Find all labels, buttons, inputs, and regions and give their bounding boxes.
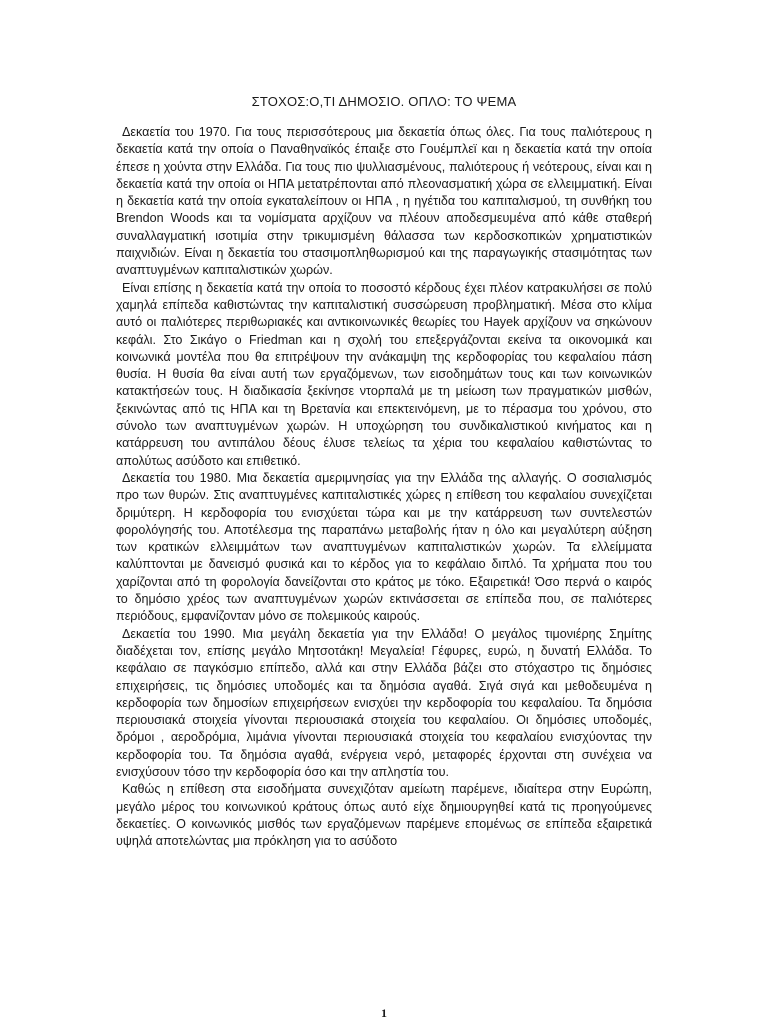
paragraph-1970s: Δεκαετία του 1970. Για τους περισσότερους μια δεκαετία όπως όλες. Για τους παλιότερους η δεκαετία κατά την οποία ο Παναθηναϊκός έπαιξε στο Γουέμπλεϊ και η δεκαετία κατά την οποία έπεσε η χούντα στην Ελλάδα. Για τους πιο ψυλλιασμένους, παλιότερους ή νεότερους, είναι και η δεκαετία κατά την οποία οι ΗΠΑ μετατρέπονται από πλεονασματική χώρα σε ελλειμματική. Είναι η δεκαετία κατά την οποία εγκαταλείπουν οι ΗΠΑ , η ηγέτιδα του καπιταλισμού, τη συνθήκη του Brendon Woods και τα νομίσματα αρχίζουν να πλέουν αποδεσμευμένα από κάθε σταθερή συναλλαγματική ισοτιμία στην τρικυμισμένη θάλασσα των κερδοσκοπικών χρηματιστικών παιχνιδιών. Είναι η δεκαετία του στασιμοπληθωρισμού και της παραγωγικής στασιμότητας των αναπτυγμένων καπιταλιστικών χωρών. <box>116 125 652 278</box>
paragraph-1980s: Δεκαετία του 1980. Μια δεκαετία αμεριμνησίας για την Ελλάδα της αλλαγής. Ο σοσιαλισμός προ των θυρών. Στις αναπτυγμένες καπιταλιστικές χώρες η επίθεση του κεφαλαίου συνεχίζεται δριμύτερη. Η κερδοφορία του ενισχύεται τώρα και με την κατάρρευση των συντελεστών φορολόγησής του. Αποτέλεσμα της παραπάνω μεταβολής ήταν η όλο και μεγαλύτερη αύξηση των κρατικών ελλειμμάτων των αναπτυγμένων καπιταλιστικών χωρών. Τα ελλείμματα καλύπτονται με δανεισμό φυσικά και το κέρδος για το κεφάλαιο διπλό. Τα χρήματα που του χαρίζονται από τη φορολογία δανείζονται στο κράτος με τόκο. Εξαιρετικά! Όσο περνά ο καιρός το δημόσιο χρέος των αναπτυγμένων χωρών εκτινάσσεται σε επίπεδα που, σε παλιότερες περιόδους, εμφανίζονταν μόνο σε πολεμικούς καιρούς. <box>116 470 652 624</box>
page-number: 1 <box>381 1006 387 1020</box>
paragraph-social-state: Καθώς η επίθεση στα εισοδήματα συνεχιζόταν αμείωτη παρέμενε, ιδιαίτερα στην Ευρώπη, μεγάλο μέρος του κοινωνικού κράτους όπως αυτό είχε δημιουργηθεί κατά τις προηγούμενες δεκαετίες. Ο κοινωνικός μισθός των εργαζόμενων παρέμενε επομένως σε επίπεδα εξαιρετικά υψηλά αποτελώντας μια πρόκληση για το ασύδοτο <box>116 782 652 849</box>
document-body <box>116 124 652 850</box>
paragraph-1990s: Δεκαετία του 1990. Μια μεγάλη δεκαετία για την Ελλάδα! Ο μεγάλος τιμονιέρης Σημίτης διαδέχεται τον, επίσης μεγάλο Μητσοτάκη! Μεγαλεία! Γέφυρες, ευρώ, η δυνατή Ελλάδα. Το κεφάλαιο σε παγκόσμιο επίπεδο, αλλά και στην Ελλάδα βάζει στο στόχαστρο τις δημόσιες επιχειρήσεις, τις δημόσιες υποδομές και τα δημόσια αγαθά. Σιγά σιγά και μεθοδευμένα η κερδοφορία των δημοσίων επιχειρήσεων ενισχύει την κερδοφορία του κεφαλαίου. Τα δημόσια περιουσιακά στοιχεία γίνονται περιουσιακά στοιχεία του κεφαλαίου. Οι δημόσιες υποδομές, δρόμοι , αεροδρόμια, λιμάνια γίνονται περιουσιακά στοιχεία του κεφαλαίου ενισχύοντας την κερδοφορία του. Τα δημόσια αγαθά, ενέργεια νερό, μεταφορές έρχονται στη συνέχεια να ενισχύσουν τόσο την κερδοφορία όσο και την απληστία του. <box>116 626 652 779</box>
document-title: ΣΤΟΧΟΣ:Ο,ΤΙ ΔΗΜΟΣΙΟ. ΟΠΛΟ: ΤΟ ΨΕΜΑ <box>251 94 517 109</box>
paragraph-profit-rate: Είναι επίσης η δεκαετία κατά την οποία το ποσοστό κέρδους έχει πλέον κατρακυλήσει σε πολύ χαμηλά επίπεδα καθιστώντας την καπιταλιστική συσσώρευση προβληματική. Μέσα στο κλίμα αυτό οι παλιότερες περιθωριακές και αντικοινωνικές θεωρίες του Hayek αρχίζουν να σηκώνουν κεφάλι. Στο Σικάγο ο Friedman και η σχολή του επεξεργάζονται εκείνα τα οικονομικά και κοινωνικά μοντέλα που θα επιτρέψουν την ανάκαμψη της κερδοφορίας του κεφαλαίου πάση θυσία. Η θυσία θα είναι αυτή των εργαζόμενων, των εισοδημάτων τους και των κοινωνικών κατακτήσεών τους. Η διαδικασία ξεκίνησε ντορπαλά με τη μείωση των πραγματικών μισθών, ξεκινώντας από τις ΗΠΑ και τη Βρετανία και επεκτεινόμενη, με το πέρασμα του χρόνου, στο σύνολο των αναπτυγμένων χωρών. Η υποχώρηση του συνδικαλιστικού κινήματος και η κατάρρευση του αντιπάλου δέους έλυσε τελείως τα χέρια του κεφαλαίου καθιστώντας το απολύτως ασύδοτο και επιθετικό. <box>116 280 652 468</box>
